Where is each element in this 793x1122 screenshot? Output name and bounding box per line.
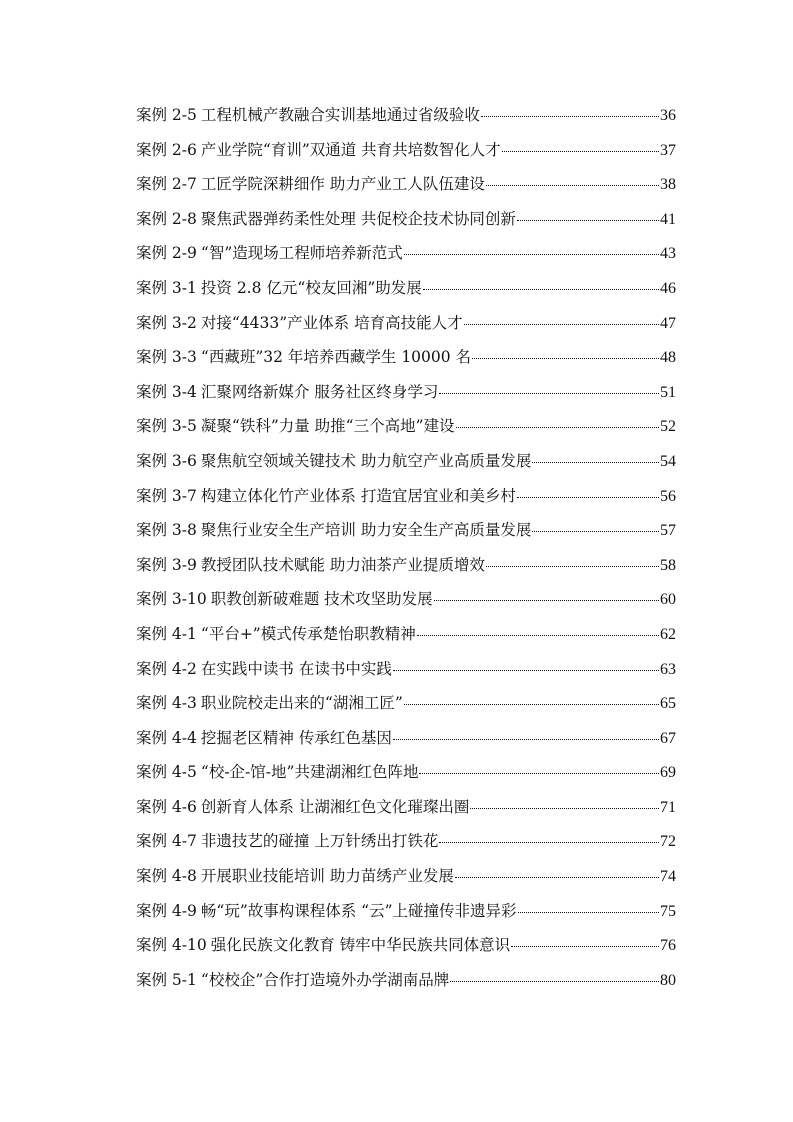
toc-entry-page: 67 — [660, 729, 676, 747]
toc-entry-page: 58 — [660, 556, 676, 574]
toc-entry-title: 对接“4433”产业体系 培育高技能人才 — [200, 313, 463, 332]
toc-entry-page: 57 — [660, 522, 676, 540]
toc-entry-label: 案例 2-9 — [136, 244, 197, 263]
toc-entry[interactable] — [136, 172, 676, 207]
toc-entry[interactable] — [136, 795, 676, 830]
toc-entry-page: 56 — [660, 487, 676, 505]
toc-entry[interactable] — [136, 380, 676, 415]
dot-leader — [456, 427, 659, 428]
toc-entry-title: “智”造现场工程师培养新范式 — [200, 244, 403, 263]
toc-entry-label: 案例 3-7 — [136, 486, 197, 505]
toc-entry[interactable] — [136, 933, 676, 968]
toc-entry-label: 案例 3-3 — [136, 348, 197, 367]
toc-entry-page: 74 — [660, 868, 676, 886]
toc-entry-label: 案例 4-1 — [136, 624, 197, 643]
toc-entry-label: 案例 3-9 — [136, 555, 197, 574]
toc-entry[interactable] — [136, 553, 676, 588]
dot-leader — [434, 600, 659, 601]
toc-entry-label: 案例 4-7 — [136, 832, 197, 851]
toc-entry-page: 65 — [660, 695, 676, 713]
toc-entry-page: 60 — [660, 591, 676, 609]
toc-entry[interactable] — [136, 103, 676, 138]
toc-entry-page: 75 — [660, 902, 676, 920]
toc-entry[interactable] — [136, 691, 676, 726]
toc-entry-label: 案例 4-2 — [136, 659, 197, 678]
dot-leader — [404, 254, 659, 255]
dot-leader — [423, 289, 659, 290]
toc-entry-page: 43 — [660, 245, 676, 263]
toc-entry[interactable] — [136, 657, 676, 692]
toc-entry-title: 职业院校走出来的“湖湘工匠” — [200, 694, 403, 713]
dot-leader — [393, 739, 659, 740]
toc-entry[interactable] — [136, 968, 676, 1003]
toc-entry-page: 62 — [660, 625, 676, 643]
toc-entry-title: 凝聚“铁科”力量 助推“三个高地”建设 — [200, 417, 455, 436]
toc-entry[interactable] — [136, 311, 676, 346]
toc-entry[interactable] — [136, 899, 676, 934]
toc-entry-label: 案例 4-3 — [136, 694, 197, 713]
toc-entry-title: “平台+”模式传承楚怡职教精神 — [200, 624, 416, 643]
toc-entry-label: 案例 3-1 — [136, 278, 197, 297]
toc-entry-label: 案例 5-1 — [136, 970, 197, 989]
dot-leader — [518, 912, 659, 913]
toc-entry-title: 职教创新破难题 技术攻坚助发展 — [210, 590, 433, 609]
toc-entry-label: 案例 2-7 — [136, 175, 197, 194]
toc-entry-title: 挖掘老区精神 传承红色基因 — [200, 728, 392, 747]
dot-leader — [481, 116, 659, 117]
table-of-contents — [136, 103, 676, 1002]
toc-entry-title: 工程机械产教融合实训基地通过省级验收 — [200, 106, 480, 124]
toc-entry-label: 案例 2-5 — [136, 106, 197, 124]
toc-entry-page: 71 — [660, 798, 676, 816]
toc-entry-label: 案例 3-4 — [136, 382, 197, 401]
dot-leader — [419, 773, 659, 774]
toc-entry-page: 51 — [660, 383, 676, 401]
toc-entry-title: 创新育人体系 让湖湘红色文化璀璨出圈 — [200, 797, 470, 816]
toc-entry-title: “校-企-馆-地”共建湖湘红色阵地 — [200, 763, 419, 782]
toc-entry[interactable] — [136, 241, 676, 276]
toc-entry-label: 案例 3-8 — [136, 521, 197, 540]
toc-entry-page: 69 — [660, 764, 676, 782]
toc-entry-label: 案例 4-6 — [136, 797, 197, 816]
toc-entry-label: 案例 3-5 — [136, 417, 197, 436]
toc-entry-page: 36 — [660, 107, 676, 124]
toc-entry[interactable] — [136, 484, 676, 519]
toc-entry-label: 案例 2-6 — [136, 140, 197, 159]
dot-leader — [511, 946, 659, 947]
toc-entry-title: 开展职业技能培训 助力苗绣产业发展 — [200, 867, 454, 886]
dot-leader — [470, 808, 659, 809]
toc-entry-title: 聚焦航空领域关键技术 助力航空产业高质量发展 — [200, 451, 532, 470]
toc-entry-title: 投资 2.8 亿元“校友回湘”助发展 — [200, 278, 422, 297]
toc-entry-title: 聚焦武器弹药柔性处理 共促校企技术协同创新 — [200, 209, 516, 228]
toc-entry[interactable] — [136, 587, 676, 622]
toc-entry-title: 工匠学院深耕细作 助力产业工人队伍建设 — [200, 175, 485, 194]
dot-leader — [450, 981, 659, 982]
toc-entry-page: 37 — [660, 141, 676, 159]
toc-entry-page: 46 — [660, 279, 676, 297]
toc-entry-title: 强化民族文化教育 铸牢中华民族共同体意识 — [210, 936, 511, 955]
toc-entry-title: 在实践中读书 在读书中实践 — [200, 659, 392, 678]
dot-leader — [464, 324, 659, 325]
toc-entry-title: 畅“玩”故事构课程体系 “云”上碰撞传非遗异彩 — [200, 901, 517, 920]
dot-leader — [417, 635, 659, 636]
toc-entry-label: 案例 4-10 — [136, 936, 207, 955]
toc-entry[interactable] — [136, 518, 676, 553]
toc-entry-label: 案例 4-4 — [136, 728, 197, 747]
dot-leader — [486, 566, 659, 567]
toc-entry-title: 非遗技艺的碰撞 上万针绣出打铁花 — [200, 832, 439, 851]
toc-entry-page: 41 — [660, 210, 676, 228]
toc-entry-label: 案例 3-10 — [136, 590, 207, 609]
toc-entry-title: 聚焦行业安全生产培训 助力安全生产高质量发展 — [200, 521, 532, 540]
dot-leader — [517, 220, 659, 221]
dot-leader — [455, 877, 659, 878]
toc-entry-page: 52 — [660, 418, 676, 436]
toc-entry[interactable] — [136, 829, 676, 864]
toc-entry[interactable] — [136, 864, 676, 899]
dot-leader — [502, 151, 659, 152]
toc-entry-label: 案例 2-8 — [136, 209, 197, 228]
dot-leader — [439, 842, 659, 843]
toc-entry[interactable] — [136, 414, 676, 449]
toc-entry[interactable] — [136, 622, 676, 657]
toc-entry[interactable] — [136, 726, 676, 761]
toc-entry-title: 汇聚网络新媒介 服务社区终身学习 — [200, 382, 439, 401]
toc-entry-label: 案例 4-5 — [136, 763, 197, 782]
toc-entry[interactable] — [136, 345, 676, 380]
dot-leader — [486, 185, 659, 186]
dot-leader — [404, 704, 659, 705]
toc-entry-page: 63 — [660, 660, 676, 678]
toc-entry-page: 80 — [660, 971, 676, 989]
toc-entry-page: 48 — [660, 349, 676, 367]
dot-leader — [472, 358, 659, 359]
toc-entry[interactable] — [136, 449, 676, 484]
toc-entry-title: “校校企”合作打造境外办学湖南品牌 — [200, 970, 450, 989]
toc-entry-title: “西藏班”32 年培养西藏学生 10000 名 — [200, 348, 472, 367]
toc-entry-label: 案例 4-8 — [136, 867, 197, 886]
toc-entry-page: 72 — [660, 833, 676, 851]
toc-entry-label: 案例 3-6 — [136, 451, 197, 470]
toc-entry-title: 构建立体化竹产业体系 打造宜居宜业和美乡村 — [200, 486, 516, 505]
toc-entry[interactable] — [136, 760, 676, 795]
toc-entry-title: 教授团队技术赋能 助力油茶产业提质增效 — [200, 555, 485, 574]
dot-leader — [532, 531, 659, 532]
dot-leader — [517, 497, 659, 498]
toc-entry-page: 38 — [660, 176, 676, 194]
toc-entry[interactable] — [136, 276, 676, 311]
toc-entry-label: 案例 3-2 — [136, 313, 197, 332]
dot-leader — [393, 670, 659, 671]
toc-entry-page: 76 — [660, 937, 676, 955]
toc-entry-label: 案例 4-9 — [136, 901, 197, 920]
dot-leader — [439, 393, 659, 394]
toc-entry[interactable] — [136, 207, 676, 242]
toc-entry-page: 54 — [660, 452, 676, 470]
toc-entry-page: 47 — [660, 314, 676, 332]
dot-leader — [532, 462, 659, 463]
toc-entry-title: 产业学院“育训”双通道 共育共培数智化人才 — [200, 140, 501, 159]
toc-entry[interactable] — [136, 138, 676, 173]
